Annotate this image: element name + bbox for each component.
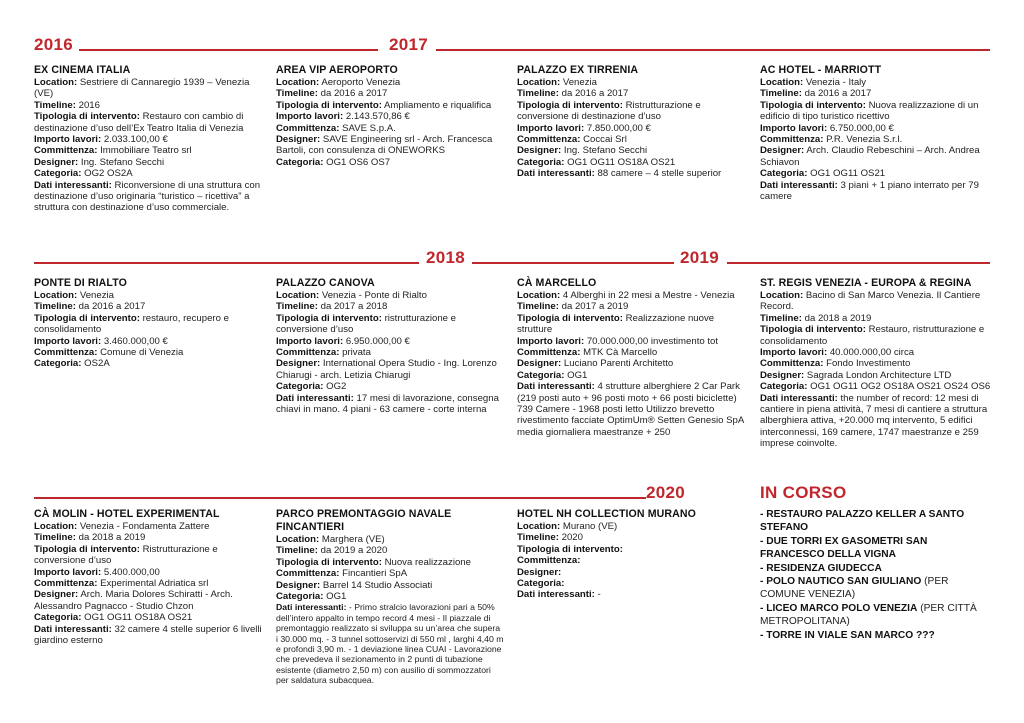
- in-corso-item-name: - RESIDENZA GIUDECCA: [760, 562, 882, 574]
- categoria-label: Categoria:: [34, 168, 82, 180]
- year-2020: 2020: [646, 483, 686, 502]
- designer-label: Designer:: [34, 156, 79, 168]
- tipologia-value: ristrutturazione e conversione d’uso: [276, 312, 457, 336]
- dati-label: Dati interessanti:: [517, 168, 595, 180]
- importo-value: 5.400.000,00: [103, 566, 160, 578]
- project-hotel-nh-collection-murano: [517, 508, 749, 601]
- project-title: PALAZZO EX TIRRENIA: [517, 64, 639, 76]
- location-label: Location:: [517, 290, 561, 301]
- categoria-label: Categoria:: [517, 369, 565, 381]
- dati-value: 17 mesi di lavorazione, consegna chiavi in mano. 4 piani - 63 camere - corte interna: [276, 392, 499, 416]
- tipologia-value: Restauro con cambio di destinazione d’uso dell’Ex Teatro Italia di Venezia: [34, 111, 244, 134]
- committenza-value: Fincantieri SpA: [342, 568, 408, 580]
- in-corso-item-note: (PER COMUNE VENEZIA): [760, 576, 949, 601]
- location-label: Location:: [34, 290, 78, 301]
- dati-label: Dati interessanti:: [517, 589, 595, 601]
- designer-label: Designer:: [276, 579, 321, 591]
- location-value: Venezia: [79, 290, 114, 301]
- location-value: Venezia - Italy: [805, 77, 867, 88]
- in-corso-item: [760, 535, 992, 562]
- categoria-value: OG1 OG11 OS21: [810, 168, 886, 180]
- timeline-value: da 2018 a 2019: [78, 532, 146, 544]
- project-title: HOTEL NH COLLECTION MURANO: [517, 508, 696, 520]
- importo-label: Importo lavori:: [34, 134, 102, 146]
- tipologia-label: Tipologia di intervento:: [517, 99, 623, 111]
- tipologia-value: Realizzazione nuove strutture: [517, 312, 715, 336]
- location-value: Venezia: [562, 77, 597, 88]
- in-corso-item: [760, 508, 992, 535]
- project-title: AC HOTEL - MARRIOTT: [760, 64, 882, 76]
- committenza-label: Committenza:: [517, 134, 581, 146]
- importo-label: Importo lavori:: [34, 335, 102, 347]
- categoria-value: OG1 OG11 OS18A OS21: [84, 612, 193, 624]
- project-title: PARCO PREMONTAGGIO NAVALE FINCANTIERI: [276, 508, 452, 533]
- project-title: PALAZZO CANOVA: [276, 277, 375, 289]
- timeline-label: Timeline:: [34, 99, 76, 111]
- tipologia-label: Tipologia di intervento:: [517, 312, 623, 324]
- timeline-label: Timeline:: [517, 532, 559, 544]
- categoria-label: Categoria:: [276, 591, 324, 603]
- importo-value: 6.950.000,00 €: [345, 335, 410, 347]
- tipologia-value: Nuova realizzazione di un edificio di tipo turistico ricettivo: [760, 99, 979, 123]
- tipologia-label: Tipologia di intervento:: [34, 111, 140, 123]
- categoria-value: OG1: [326, 591, 347, 603]
- tipologia-label: Tipologia di intervento:: [34, 543, 140, 555]
- importo-label: Importo lavori:: [34, 566, 102, 578]
- committenza-value: SAVE S.p.A.: [342, 122, 396, 134]
- timeline-label: Timeline:: [276, 545, 318, 557]
- tipologia-value: Nuova realizzazione: [384, 556, 471, 568]
- designer-value: Sagrada London Architecture LTD: [806, 369, 952, 381]
- location-value: Sestriere di Cannaregio 1939 – Venezia (VE): [34, 77, 250, 100]
- committenza-value: Experimental Adriatica srl: [100, 578, 209, 590]
- rule-2019-end: [727, 262, 990, 264]
- designer-value: SAVE Engineering srl - Arch. Francesca Bartoli, con consulenza di ONEWORKS: [276, 134, 493, 157]
- year-2018: 2018: [426, 248, 466, 267]
- location-value: Murano (VE): [562, 521, 618, 532]
- importo-value: 7.850.000,00 €: [586, 122, 651, 134]
- categoria-value: OG1 OS6 OS7: [326, 156, 391, 168]
- importo-value: 2.143.570,86 €: [345, 111, 410, 123]
- importo-value: 2.033.100,00 €: [103, 134, 168, 146]
- designer-label: Designer:: [276, 358, 321, 370]
- dati-label: Dati interessanti:: [34, 623, 112, 635]
- tipologia-value: Ampliamento e riqualifica: [384, 99, 492, 111]
- dati-value: - Primo stralcio lavorazioni pari a 50% dell’intero appalto in tempo record 4 mesi - Il piazzale di premontaggio realizzato si sviluppa su un’area che supera i 30.000 mq. - 3 tunnel sottoservizi di 550 ml , larghi 4,40 m e profondi 3,90 m. - 1 deviazione linea CUAI - Lavorazione che prevedeva il sezionamento in 2 punti di tubazione esistente (diametro 2,50 m) con ausilio di sommozzatori per saldatura subacquea.: [276, 602, 504, 686]
- committenza-label: Committenza:: [760, 134, 824, 146]
- importo-label: Importo lavori:: [276, 111, 344, 123]
- project-parco-premontaggio-fincantieri: [276, 508, 504, 686]
- tipologia-value: restauro, recupero e consolidamento: [34, 312, 229, 336]
- timeline-label: Timeline:: [760, 88, 802, 100]
- categoria-value: OS2A: [84, 358, 110, 370]
- categoria-label: Categoria:: [276, 381, 324, 393]
- rule-2018-2019: [472, 262, 674, 264]
- in-corso-item-name: - LICEO MARCO POLO VENEZIA: [760, 602, 918, 614]
- committenza-value: privata: [342, 347, 371, 359]
- project-ponte-di-rialto: [34, 277, 266, 370]
- in-corso-item-name: - POLO NAUTICO SAN GIULIANO: [760, 576, 922, 588]
- designer-label: Designer:: [276, 134, 321, 146]
- location-value: Marghera (VE): [321, 534, 385, 545]
- designer-value: Ing. Stefano Secchi: [80, 156, 165, 168]
- dati-value: Riconversione di una struttura con destinazione d’uso originaria “turistico – ricettiva” a struttura con destinazione d’uso commerciale.: [34, 179, 261, 214]
- timeline-value: da 2016 a 2017: [804, 88, 872, 100]
- importo-label: Importo lavori:: [276, 335, 344, 347]
- in-corso-item-name: - RESTAURO PALAZZO KELLER A SANTO STEFANO: [760, 509, 965, 534]
- tipologia-value: Ristrutturazione e conversione di destinazione d’uso: [517, 99, 701, 123]
- timeline-value: da 2016 a 2017: [320, 88, 388, 100]
- importo-value: 3.460.000,00 €: [103, 335, 168, 347]
- categoria-label: Categoria:: [517, 578, 565, 590]
- categoria-label: Categoria:: [517, 156, 565, 168]
- project-st-regis-venezia: [760, 277, 992, 450]
- project-ex-cinema-italia: [34, 64, 266, 214]
- location-value: Aeroporto Venezia: [321, 77, 401, 88]
- in-corso-item-name: - DUE TORRI EX GASOMETRI SAN FRANCESCO DELLA VIGNA: [760, 535, 928, 561]
- year-2019: 2019: [680, 248, 720, 267]
- tipologia-label: Tipologia di intervento:: [760, 99, 866, 111]
- tipologia-label: Tipologia di intervento:: [276, 312, 382, 324]
- committenza-value: Coccai Srl: [583, 134, 627, 146]
- rule-2018-left: [34, 262, 419, 264]
- categoria-label: Categoria:: [760, 168, 808, 180]
- timeline-value: 2020: [561, 532, 583, 544]
- committenza-value: Comune di Venezia: [100, 347, 184, 359]
- designer-label: Designer:: [517, 566, 562, 578]
- designer-label: Designer:: [760, 145, 805, 157]
- importo-label: Importo lavori:: [760, 122, 828, 134]
- importo-label: Importo lavori:: [760, 347, 828, 359]
- timeline-value: da 2017 a 2019: [561, 301, 629, 313]
- tipologia-label: Tipologia di intervento:: [760, 324, 866, 336]
- timeline-label: Timeline:: [34, 532, 76, 544]
- categoria-value: OG2 OS2A: [84, 168, 133, 180]
- designer-label: Designer:: [760, 369, 805, 381]
- designer-value: Arch. Maria Dolores Schiratti - Arch. Alessandro Pagnacco - Studio Chzon: [34, 589, 233, 612]
- project-area-vip-aeroporto: [276, 64, 504, 168]
- dati-label: Dati interessanti:: [760, 179, 838, 191]
- committenza-value: Immobiliare Teatro srl: [100, 145, 192, 157]
- project-palazzo-canova: [276, 277, 504, 415]
- designer-value: Ing. Stefano Secchi: [563, 145, 648, 157]
- location-label: Location:: [760, 77, 804, 88]
- tipologia-value: Restauro, ristrutturazione e consolidamento: [760, 324, 985, 347]
- importo-value: 70.000.000,00 investimento tot: [586, 335, 719, 347]
- location-label: Location:: [276, 290, 320, 301]
- location-value: 4 Alberghi in 22 mesi a Mestre - Venezia: [562, 290, 735, 301]
- timeline-label: Timeline:: [276, 301, 318, 313]
- year-2016: 2016: [34, 35, 74, 54]
- location-label: Location:: [276, 77, 320, 88]
- in-corso-item: [760, 575, 992, 602]
- timeline-value: da 2017 a 2018: [320, 301, 388, 313]
- dati-value: -: [597, 589, 601, 601]
- timeline-label: Timeline:: [34, 301, 76, 313]
- categoria-label: Categoria:: [760, 381, 808, 393]
- project-title: CÀ MOLIN - HOTEL EXPERIMENTAL: [34, 508, 220, 520]
- designer-value: Arch. Claudio Rebeschini – Arch. Andrea Schiavon: [760, 145, 980, 168]
- importo-value: 40.000.000,00 circa: [829, 347, 915, 359]
- categoria-label: Categoria:: [276, 156, 324, 168]
- project-ca-molin-hotel-experimental: [34, 508, 266, 646]
- in-corso-list: [760, 508, 992, 642]
- dati-value: 3 piani + 1 piano interrato per 79 camere: [760, 179, 979, 203]
- timeline-value: da 2016 a 2017: [78, 301, 146, 313]
- committenza-label: Committenza:: [276, 122, 340, 134]
- committenza-value: MTK Cà Marcello: [583, 347, 658, 359]
- location-value: Venezia - Ponte di Rialto: [321, 290, 427, 301]
- location-value: Venezia - Fondamenta Zattere: [79, 521, 210, 532]
- timeline-label: Timeline:: [276, 88, 318, 100]
- committenza-label: Committenza:: [517, 555, 581, 567]
- location-label: Location:: [760, 290, 804, 301]
- dati-label: Dati interessanti:: [760, 392, 838, 404]
- tipologia-value: Ristrutturazione e conversione d’uso: [34, 543, 218, 567]
- in-corso-item-note: (PER CITTÀ METROPOLITANA): [760, 602, 977, 628]
- dati-label: Dati interessanti:: [517, 381, 595, 393]
- tipologia-label: Tipologia di intervento:: [517, 543, 623, 555]
- categoria-label: Categoria:: [34, 612, 82, 624]
- importo-value: 6.750.000,00 €: [829, 122, 894, 134]
- designer-value: International Opera Studio - Ing. Lorenzo Chiarugi - arch. Letizia Chiarugi: [276, 358, 497, 381]
- timeline-value: da 2016 a 2017: [561, 88, 629, 100]
- project-palazzo-ex-tirrenia: [517, 64, 749, 180]
- tipologia-label: Tipologia di intervento:: [276, 556, 382, 568]
- timeline-value: 2016: [78, 99, 100, 111]
- committenza-label: Committenza:: [276, 568, 340, 580]
- categoria-value: OG1: [567, 369, 588, 381]
- in-corso-item-name: - TORRE IN VIALE SAN MARCO ???: [760, 629, 935, 641]
- location-label: Location:: [517, 521, 561, 532]
- dati-label: Dati interessanti:: [34, 179, 112, 191]
- in-corso-item: [760, 562, 992, 575]
- project-ca-marcello: [517, 277, 749, 438]
- committenza-label: Committenza:: [517, 347, 581, 359]
- dati-value: 4 strutture alberghiere 2 Car Park (219 posti auto + 96 posti moto + 66 posti biciclette) 739 Camere - 1968 posti letto Utilizzo brevetto rivestimento facciate OptimUm® Setten Genesio SpA media giornaliera maestranze + 250: [517, 381, 744, 438]
- location-label: Location:: [34, 77, 78, 88]
- committenza-label: Committenza:: [760, 358, 824, 370]
- designer-label: Designer:: [34, 589, 79, 601]
- committenza-label: Committenza:: [34, 578, 98, 590]
- dati-label: Dati interessanti:: [276, 602, 347, 613]
- location-label: Location:: [34, 521, 78, 532]
- committenza-label: Committenza:: [34, 347, 98, 359]
- designer-value: Luciano Parenti Architetto: [563, 358, 674, 370]
- timeline-label: Timeline:: [517, 301, 559, 313]
- categoria-label: Categoria:: [34, 358, 82, 370]
- importo-label: Importo lavori:: [517, 335, 585, 347]
- project-ac-hotel-marriott: [760, 64, 992, 202]
- committenza-label: Committenza:: [34, 145, 98, 157]
- timeline-label: Timeline:: [760, 312, 802, 324]
- dati-label: Dati interessanti:: [276, 392, 354, 404]
- rule-2016-2017: [79, 49, 378, 51]
- timeline-value: da 2018 a 2019: [804, 312, 872, 324]
- project-title: ST. REGIS VENEZIA - EUROPA & REGINA: [760, 277, 972, 289]
- committenza-value: P.R. Venezia S.r.l.: [826, 134, 903, 146]
- rule-2017-end: [436, 49, 990, 51]
- dati-value: the number of record: 12 mesi di cantiere in piena attività, 7 mesi di cantiere a struttura alberghiera attiva, +20.000 mq intervento, 5 edifici interconnessi, 169 camere, 1747 maestranze e 259 imprese coinvolte.: [760, 392, 988, 450]
- timeline-label: Timeline:: [517, 88, 559, 100]
- project-title: PONTE DI RIALTO: [34, 277, 127, 289]
- designer-label: Designer:: [517, 358, 562, 370]
- project-title: EX CINEMA ITALIA: [34, 64, 131, 76]
- timeline-value: da 2019 a 2020: [320, 545, 388, 557]
- in-corso-item: [760, 629, 992, 642]
- year-2017: 2017: [389, 35, 429, 54]
- importo-label: Importo lavori:: [517, 122, 585, 134]
- committenza-value: Fondo Investimento: [826, 358, 911, 370]
- designer-value: Barrel 14 Studio Associati: [322, 579, 433, 591]
- committenza-label: Committenza:: [276, 347, 340, 359]
- tipologia-label: Tipologia di intervento:: [276, 99, 382, 111]
- categoria-value: OG1 OG11 OS18A OS21: [567, 156, 676, 168]
- in-corso-heading: IN CORSO: [760, 483, 847, 502]
- dati-value: 32 camere 4 stelle superior 6 livelli giardino esterno: [34, 623, 262, 647]
- location-value: Bacino di San Marco Venezia. Il Cantiere Record.: [760, 290, 981, 313]
- tipologia-label: Tipologia di intervento:: [34, 312, 140, 324]
- dati-value: 88 camere – 4 stelle superior: [597, 168, 722, 180]
- categoria-value: OG2: [326, 381, 347, 393]
- designer-label: Designer:: [517, 145, 562, 157]
- project-title: AREA VIP AEROPORTO: [276, 64, 398, 76]
- location-label: Location:: [276, 534, 320, 545]
- location-label: Location:: [517, 77, 561, 88]
- in-corso-item: [760, 602, 992, 629]
- project-title: CÀ MARCELLO: [517, 277, 597, 289]
- rule-2020-left: [34, 497, 646, 499]
- categoria-value: OG1 OG11 OG2 OS18A OS21 OS24 OS6: [810, 381, 991, 393]
